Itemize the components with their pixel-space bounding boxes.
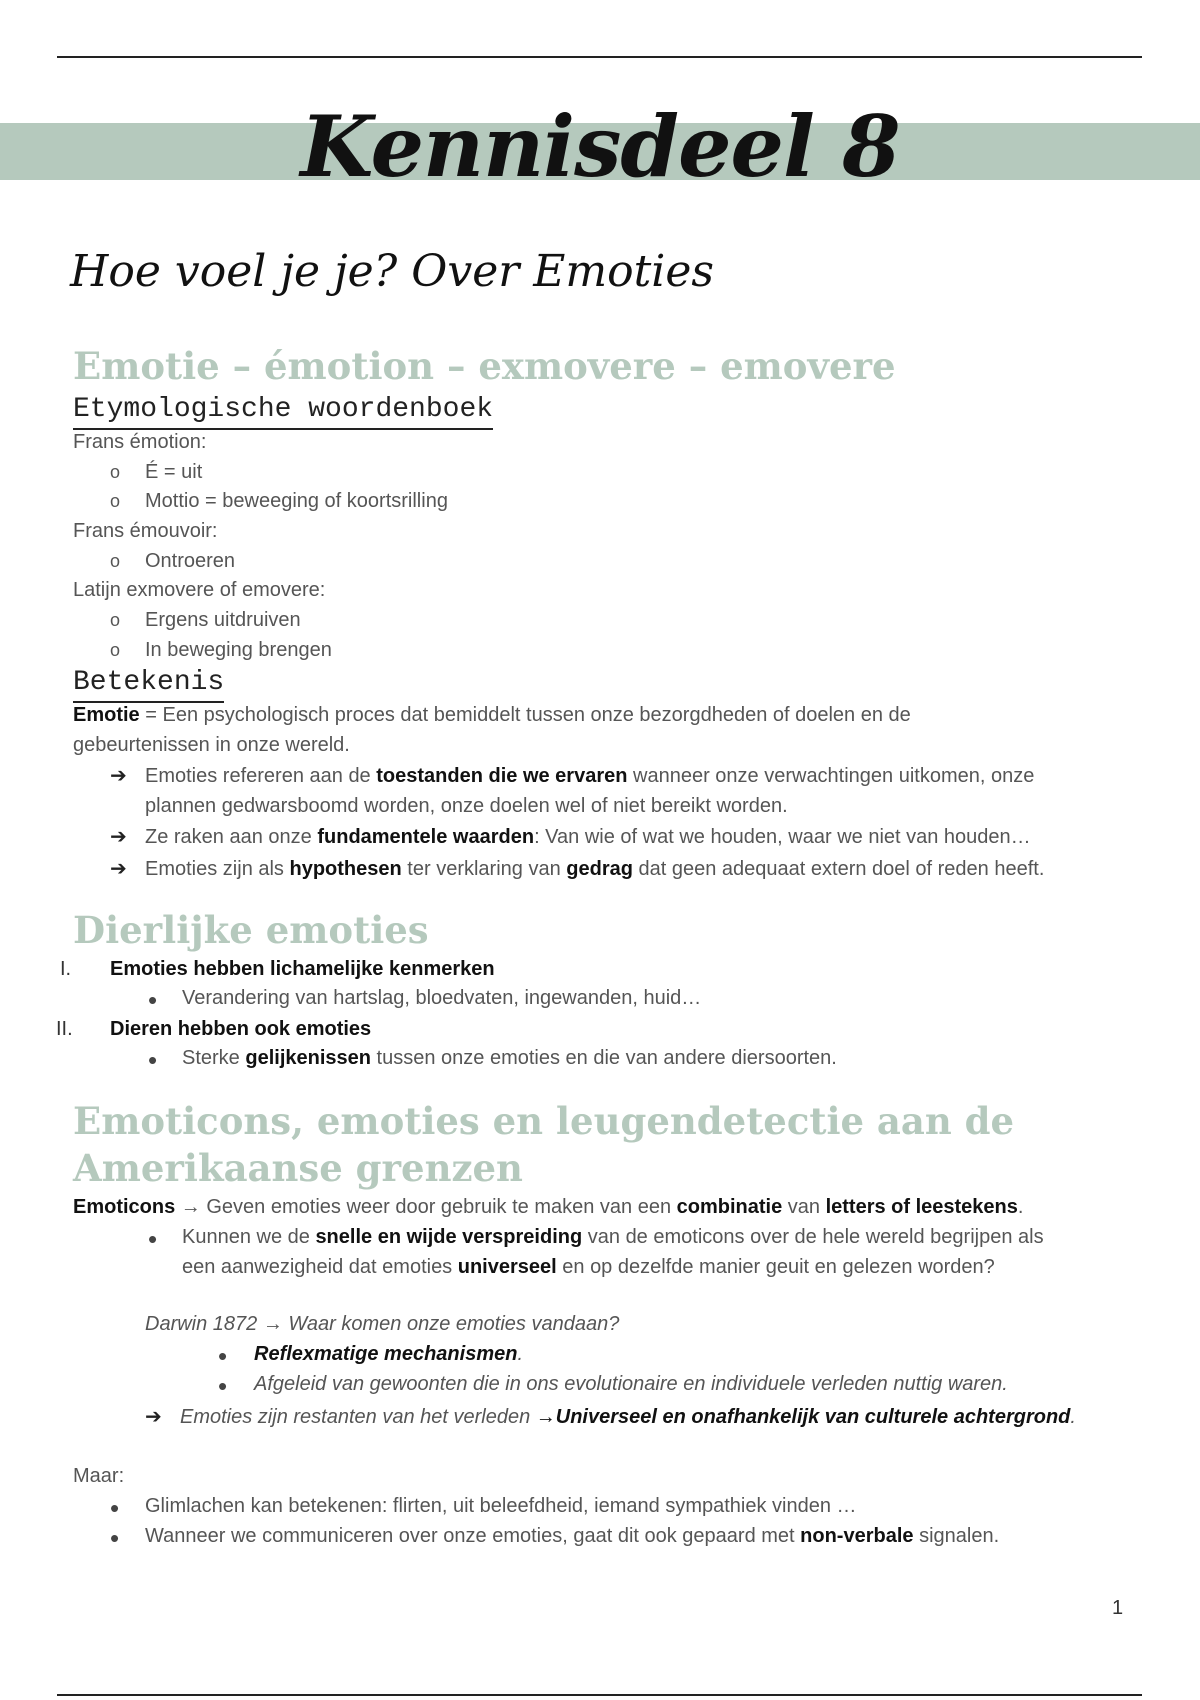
- definition-line-1: [73, 701, 911, 729]
- text-run: een aanwezigheid dat emoties: [182, 1256, 458, 1278]
- text-run: Kunnen we de: [182, 1226, 316, 1248]
- bold-run: letters of leestekens: [825, 1196, 1018, 1218]
- bold-run: combinatie: [676, 1196, 783, 1218]
- list-item: [145, 1522, 999, 1550]
- text-run: Emoties refereren aan de: [145, 765, 377, 787]
- roman-numeral-2: II.: [56, 1018, 73, 1040]
- text-frans-emotion: Frans émotion:: [73, 431, 207, 453]
- bold-run: Reflexmatige mechanismen: [254, 1343, 518, 1365]
- bullet-icon: •: [218, 1371, 228, 1401]
- page-title: Kennisdeel 8: [300, 97, 900, 196]
- page-number: 1: [1112, 1597, 1124, 1619]
- heading-betekenis: Betekenis: [73, 665, 224, 703]
- bold-run: gelijkenissen: [245, 1047, 371, 1069]
- text-run: Sterke: [182, 1047, 246, 1069]
- list-item: Glimlachen kan betekenen: flirten, uit beleefdheid, iemand sympathiek vinden …: [145, 1495, 857, 1517]
- bold-run: non-verbale: [800, 1525, 914, 1547]
- list-item: [182, 1223, 1044, 1251]
- numbered-item-1: Emoties hebben lichamelijke kenmerken: [110, 958, 495, 980]
- text-run: signalen.: [913, 1525, 1000, 1547]
- numbered-item-2: Dieren hebben ook emoties: [110, 1018, 372, 1040]
- bold-run: snelle en wijde verspreiding: [315, 1226, 583, 1248]
- bold-run: →Universeel en onafhankelijk van culturele achtergrond: [535, 1406, 1071, 1428]
- circle-bullet-icon: o: [110, 551, 121, 571]
- text-run: Geven emoties weer door gebruik te maken van een: [206, 1196, 677, 1218]
- text-run: Ze raken aan onze: [145, 826, 318, 848]
- heading-etymologische-woordenboek: Etymologische woordenboek: [73, 392, 493, 430]
- top-rule: [57, 56, 1142, 58]
- bullet-icon: •: [110, 1493, 120, 1523]
- list-item: In beweging brengen: [145, 639, 332, 661]
- text-frans-emouvoir: Frans émouvoir:: [73, 520, 218, 542]
- text-run: Emoties zijn restanten van het verleden: [180, 1406, 536, 1428]
- arrow-right-icon: ➔: [110, 765, 127, 787]
- bullet-icon: •: [110, 1523, 120, 1553]
- bold-run: fundamentele waarden: [317, 826, 535, 848]
- bold-run: Emoticons: [73, 1196, 176, 1218]
- text-run: van de emoticons over de hele wereld begrijpen als: [582, 1226, 1044, 1248]
- text-run: dat geen adequaat extern doel of reden heeft.: [632, 858, 1045, 880]
- list-item: Ontroeren: [145, 550, 236, 572]
- text-run: wanneer onze verwachtingen uitkomen, onze: [627, 765, 1035, 787]
- definition-line-2: gebeurtenissen in onze wereld.: [73, 734, 350, 756]
- text-maar: Maar:: [73, 1465, 125, 1487]
- section-heading-dierlijke-emoties: Dierlijke emoties: [73, 908, 429, 952]
- darwin-line: Darwin 1872 → Waar komen onze emoties vandaan?: [145, 1313, 620, 1335]
- section-heading-emotie: Emotie – émotion – exmovere – emovere: [73, 344, 896, 388]
- text-run: van: [782, 1196, 826, 1218]
- bullet-icon: •: [148, 1045, 158, 1075]
- arrow-item-2: [145, 823, 1031, 851]
- list-item-line-2: [182, 1253, 995, 1281]
- section-heading-emoticons-line-2: Amerikaanse grenzen: [73, 1146, 523, 1190]
- arrow-right-icon: ➔: [145, 1406, 162, 1428]
- list-item: É = uit: [145, 461, 203, 483]
- section-heading-emoticons-line-1: Emoticons, emoties en leugendetectie aan de: [73, 1099, 1015, 1143]
- roman-numeral-1: I.: [60, 958, 72, 980]
- text-run: en op dezelfde manier geuit en gelezen worden?: [556, 1256, 995, 1278]
- page-subtitle: Hoe voel je je? Over Emoties: [70, 246, 714, 297]
- bottom-rule: [57, 1694, 1142, 1696]
- arrow-right-icon: →: [175, 1196, 207, 1218]
- bullet-icon: •: [148, 1224, 158, 1254]
- bold-run: toestanden die we ervaren: [376, 765, 628, 787]
- definition-text: = Een psychologisch proces dat bemiddelt tussen onze bezorgdheden of doelen en de: [139, 704, 911, 726]
- arrow-right-icon: ➔: [110, 858, 127, 880]
- list-item: Mottio = beweeging of koortsrilling: [145, 490, 448, 512]
- text-run: Emoties zijn als: [145, 858, 290, 880]
- circle-bullet-icon: o: [110, 640, 121, 660]
- text-latijn: Latijn exmovere of emovere:: [73, 579, 326, 601]
- arrow-item-1-line-2: plannen gedwarsboomd worden, onze doelen wel of niet bereikt worden.: [145, 795, 788, 817]
- bold-run: hypothesen: [289, 858, 402, 880]
- list-item: Ergens uitdruiven: [145, 609, 301, 631]
- text-run: .: [1070, 1406, 1076, 1428]
- bullet-icon: •: [148, 985, 158, 1015]
- text-run: ter verklaring van: [401, 858, 567, 880]
- text-run: .: [517, 1343, 523, 1365]
- list-item: [254, 1340, 523, 1368]
- text-run: : Van wie of wat we houden, waar we niet van houden…: [534, 826, 1031, 848]
- bullet-icon: •: [218, 1341, 228, 1371]
- list-item: [182, 1044, 837, 1072]
- text-run: tussen onze emoties en die van andere diersoorten.: [370, 1047, 837, 1069]
- circle-bullet-icon: o: [110, 462, 121, 482]
- list-item: Afgeleid van gewoonten die in ons evolutionaire en individuele verleden nuttig waren.: [254, 1373, 1008, 1395]
- bold-run: gedrag: [566, 858, 633, 880]
- bold-run: universeel: [457, 1256, 557, 1278]
- text-run: Wanneer we communiceren over onze emoties, gaat dit ook gepaard met: [145, 1525, 801, 1547]
- arrow-right-icon: ➔: [110, 826, 127, 848]
- emoticons-definition: [73, 1193, 1023, 1221]
- definition-term: Emotie: [73, 704, 140, 726]
- circle-bullet-icon: o: [110, 491, 121, 511]
- circle-bullet-icon: o: [110, 610, 121, 630]
- arrow-item-1: [145, 762, 1034, 790]
- list-item: Verandering van hartslag, bloedvaten, ingewanden, huid…: [182, 987, 702, 1009]
- arrow-item-3: [145, 855, 1044, 883]
- text-run: .: [1017, 1196, 1024, 1218]
- restanten-line: [180, 1403, 1076, 1431]
